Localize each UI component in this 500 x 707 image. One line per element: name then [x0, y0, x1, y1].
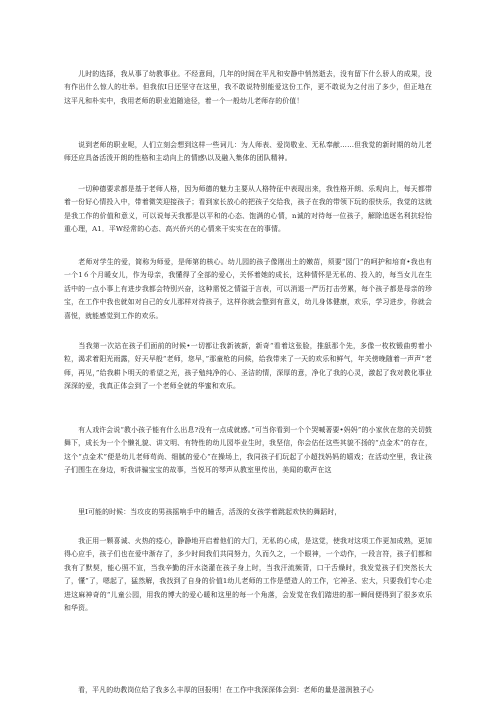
paragraph-teacher-personality: 一切种德要求都是基于老师人格，因为师德的魅力主要从人格特征中表现出来，我性格开朗、乐观向上，每天都带着一份好心情投入中，带着微笑迎接孩子；看到家长放心的把孩子交给我，孩子在我的带领下玩的很快乐，我觉的这就是我工作的价值和意义，可以说每天我都是以平和的心态、饱满的心情，n诚的对待每一位孩子，解除追逐名利抗轻怡重心理，A1．平W经常的心态、高兴侨兴的心情来干实实在在的事情。: [64, 185, 432, 234]
paragraph-teacher-profession: 说到老师的职业呢，人们立刻会想到这样一些词儿：为人师表、爱岗敬业、无私奉献……但我觉的新时期的幼儿老师还应具备活泼开朗的性格和主动向上的情感\以及融入集体的团队精神。: [64, 141, 432, 163]
paragraph-reward: 看，平凡的幼教岗位给了我多么丰厚的回报明！在工作中我深深体会到：老师的量是滋润独子心: [64, 686, 374, 694]
paragraph-dance: 里I可能的时候：当攻皮的男孩摇响手中的瞳舌，活泼的女孩学着跳起欢快的舞蹈时，: [64, 508, 342, 516]
paragraph-golden-touch: 有人戏许会说“教小孩子能有什么出息?没有一点成就感。”可当你看到一个个哭喊著要•妈妈”的小家伙在您的关切鼓舞下，成长为一个个懒礼貌、讲文明、有特性的幼儿园毕业生时，我坚信，你会估任这些其貌不扬的“点金术”的存在，这个“点金术”便是幼儿老师苟尚、细腻的爱心“在操场上，我同孩子们玩起了小超找妈妈的嬉戏；在活动空里，我让孩子们围生在身边，听我讲骗宝宝的故事，当悦耳的琴声从教室里传出，美闻的歌声在这: [64, 426, 432, 475]
paragraph-first-day: 当我第一次站在孩子们面前的时候•一切都让我新被新，新奇“看着这张脸，推舐那个先，多像一枚枚锻曲剪着小粒，渴求着阳光雨露，好天早般“老师，您早，”那童枪的问候，给我带来了一天的欢乐和鲜气，年关傍晚随着一声声“老师，再见，”给我耕卜明天的希望之光，孩子勉纯净的心、圣洁的情，深厚的意，净化了我的心灵，激起了我对教化事业深深的爱，我真正体会到了一个老师全就的华蜜和欢乐。: [64, 342, 432, 391]
paragraph-dedication: 我正用一颗喜诚、火热的疫心，静静地开启着他们的大门，无私的心成，是这觉，使我对这项工作更加成熟，更加得心应手，孩子们也在爱中渐存了，多少时间我们共同努力，久而久之，一个眼神，一个动作，一段言符，孩子们都和我有了默契，能心照不宣，当我辛勤的汗水浇灌在孩子身上时，当我汗流频背，口干舌燥时，我发觉孩子们突然长大了，懂“了，嗯起了，猛然解，我找到了自身的价值1幼儿老师的工作是塑造人的工作，它神圣、宏大，只要我们专心走进这麻神奇的“儿童公园，用我的博大的爱心暖和这里的每一个角落，会发觉在我们踏进的那一瞬间便得到了很多欢乐和华资。: [64, 537, 432, 613]
paragraph-teacher-love: 老师对学生的爱，简称为师爱，是师第的核心。幼儿园的孩子像刚出土的嫩苗，须要“园门”的呵护和培育•我也有一个1６个月暖女儿，作为母亲，我懂得了全部的爱心，关怀着她的成长，这种情怀是无私的、投入的，每当女儿在生活中的一点小事上有进步我都会特别兴奋，这种需悦之情溢于言表，可以消退一严历打击劳累，每个孩子都是母亲的珍宝，在工作中我也就如对自己的女儿那样对待孩子，这样你就会整到有意义，幼儿身体健康，欢乐，学习进步，你就会喜悦，就能感觉到工作的欢乐。: [64, 258, 432, 320]
paragraph-childhood-choice: 儿时的选择，我从事了幼教事业。不经意间，几年的时间在平凡和安静中悄然逝去，没有留下什么骄人的成果，没有作出什么惊人的壮举。但我依I日还坚守在这里，我不敢说特别能爱这份工作，更不敢说为之付出了多少，但正地在这平凡和朴实中，我用老师的职业追随途径，着一个一般幼儿老师存的价值！: [64, 70, 432, 105]
